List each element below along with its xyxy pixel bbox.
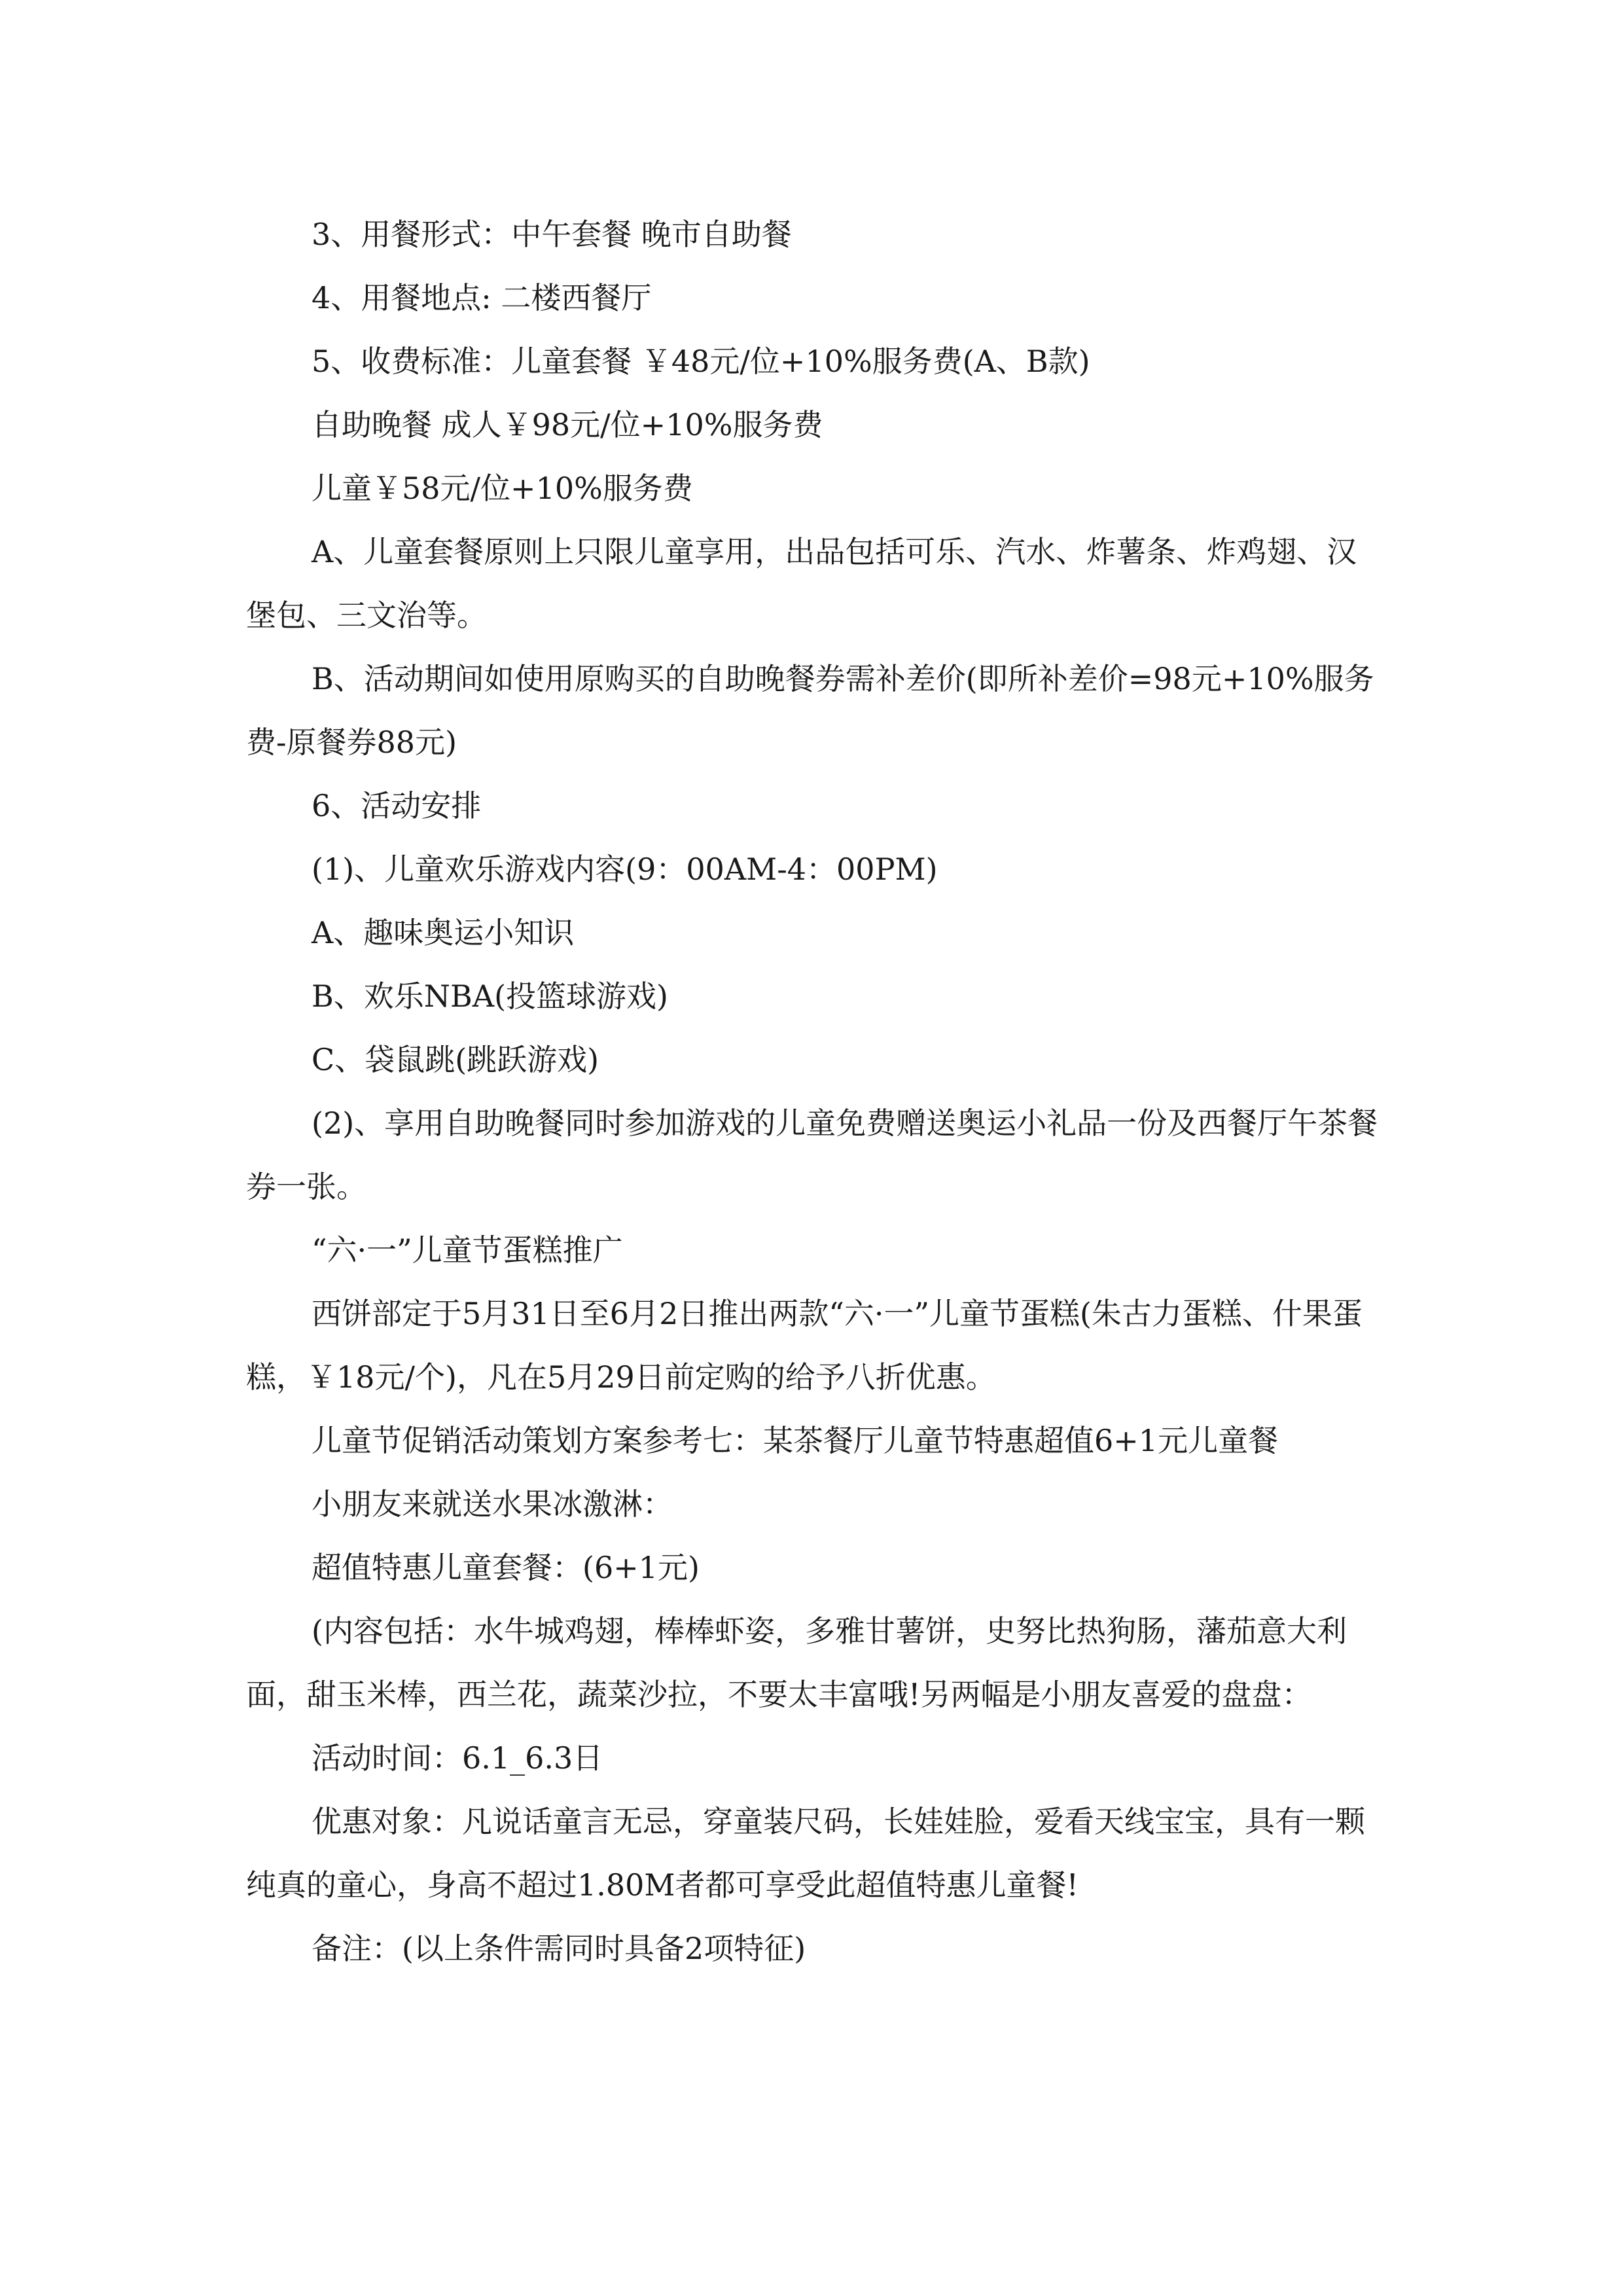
paragraph-fee-standard: 5、收费标准：儿童套餐 ￥48元/位+10%服务费(A、B款) <box>312 344 1090 379</box>
paragraph-game-b: B、欢乐NBA(投篮球游戏) <box>312 978 668 1014</box>
paragraph-game-a: A、趣味奥运小知识 <box>312 915 575 950</box>
paragraph-plan-seven-title: 儿童节促销活动策划方案参考七：某茶餐厅儿童节特惠超值6+1元儿童餐 <box>312 1423 1279 1458</box>
document-body <box>246 203 1385 1981</box>
paragraph-set-price: 超值特惠儿童套餐：(6+1元) <box>312 1550 700 1585</box>
paragraph-game-c: C、袋鼠跳(跳跃游戏) <box>312 1042 599 1077</box>
paragraph-games-heading: (1)、儿童欢乐游戏内容(9：00AM-4：00PM) <box>312 852 938 887</box>
paragraph-activity-heading: 6、活动安排 <box>312 788 482 823</box>
paragraph-gift-note: (2)、享用自助晚餐同时参加游戏的儿童免费赠送奥运小礼品一份及西餐厅午茶餐券一张。 <box>246 1105 1378 1204</box>
paragraph-cake-heading: “六·一”儿童节蛋糕推广 <box>312 1232 623 1268</box>
paragraph-ice-cream: 小朋友来就送水果冰激淋： <box>312 1486 673 1522</box>
paragraph-buffet-adult: 自助晚餐 成人￥98元/位+10%服务费 <box>312 407 823 442</box>
paragraph-activity-time: 活动时间：6.1_6.3日 <box>312 1740 603 1776</box>
paragraph-eligibility: 优惠对象：凡说话童言无忌，穿童装尺码，长娃娃脸，爱看天线宝宝，具有一颗纯真的童心，身高不超过1.80M者都可享受此超值特惠儿童餐! <box>246 1804 1365 1903</box>
paragraph-kids-set-note: A、儿童套餐原则上只限儿童享用，出品包括可乐、汽水、炸薯条、炸鸡翅、汉堡包、三文治等。 <box>246 534 1357 633</box>
paragraph-set-contents: (内容包括：水牛城鸡翅，棒棒虾姿，多雅甘薯饼，史努比热狗肠，藩茄意大利面，甜玉米棒，西兰花，蔬菜沙拉，不要太丰富哦!另两幅是小朋友喜爱的盘盘： <box>246 1613 1347 1712</box>
paragraph-buffet-child: 儿童￥58元/位+10%服务费 <box>312 471 693 506</box>
paragraph-dining-form: 3、用餐形式：中午套餐 晚市自助餐 <box>312 217 792 252</box>
paragraph-remark: 备注：(以上条件需同时具备2项特征) <box>312 1931 806 1966</box>
paragraph-voucher-note: B、活动期间如使用原购买的自助晚餐券需补差价(即所补差价=98元+10%服务费-原餐券88元) <box>246 661 1374 760</box>
paragraph-cake-details: 西饼部定于5月31日至6月2日推出两款“六·一”儿童节蛋糕(朱古力蛋糕、什果蛋糕，￥18元/个)，凡在5月29日前定购的给予八折优惠。 <box>246 1296 1363 1395</box>
paragraph-dining-location: 4、用餐地点: 二楼西餐厅 <box>312 280 652 315</box>
